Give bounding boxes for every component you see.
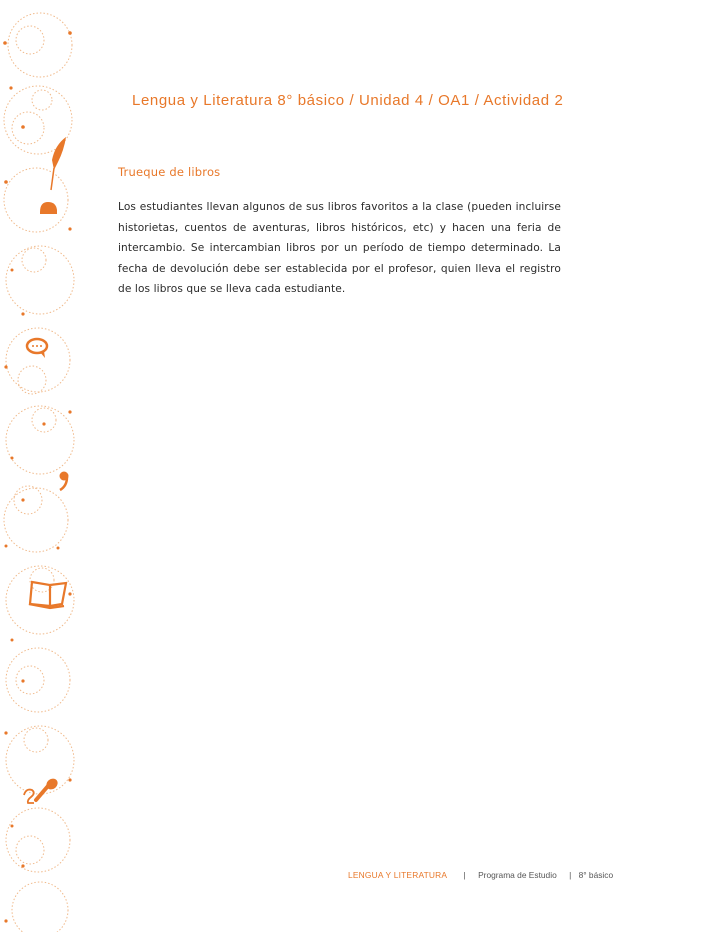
decorative-swirl-border bbox=[0, 0, 80, 932]
question-microphone-icon bbox=[24, 776, 60, 803]
speech-bubble-icon bbox=[27, 339, 47, 358]
quill-icon bbox=[51, 137, 66, 190]
footer-program: Programa de Estudio bbox=[478, 870, 557, 880]
footer-subject: LENGUA Y LITERATURA bbox=[348, 870, 448, 880]
page-footer bbox=[348, 870, 613, 880]
footer-separator: | bbox=[569, 870, 572, 880]
footer-grade: 8° básico bbox=[578, 870, 614, 880]
footer-separator: | bbox=[463, 870, 466, 880]
activity-description: Los estudiantes llevan algunos de sus libros favoritos a la clase (pueden incluirse historietas, cuentos de aventuras, libros históricos, etc) y hacen una feria de intercambio. Se intercambian libros por un período de tiempo determinado. La fecha de devolución debe ser establecida por el profesor, quien lleva el registro de los libros que se lleva cada estudiante. bbox=[118, 201, 561, 295]
comma-icon bbox=[60, 472, 69, 491]
breadcrumb: Lengua y Literatura 8° básico / Unidad 4 / OA1 / Actividad 2 bbox=[132, 92, 564, 109]
inkwell-icon bbox=[40, 202, 57, 214]
activity-title: Trueque de libros bbox=[118, 165, 221, 179]
open-book-icon bbox=[29, 582, 66, 608]
